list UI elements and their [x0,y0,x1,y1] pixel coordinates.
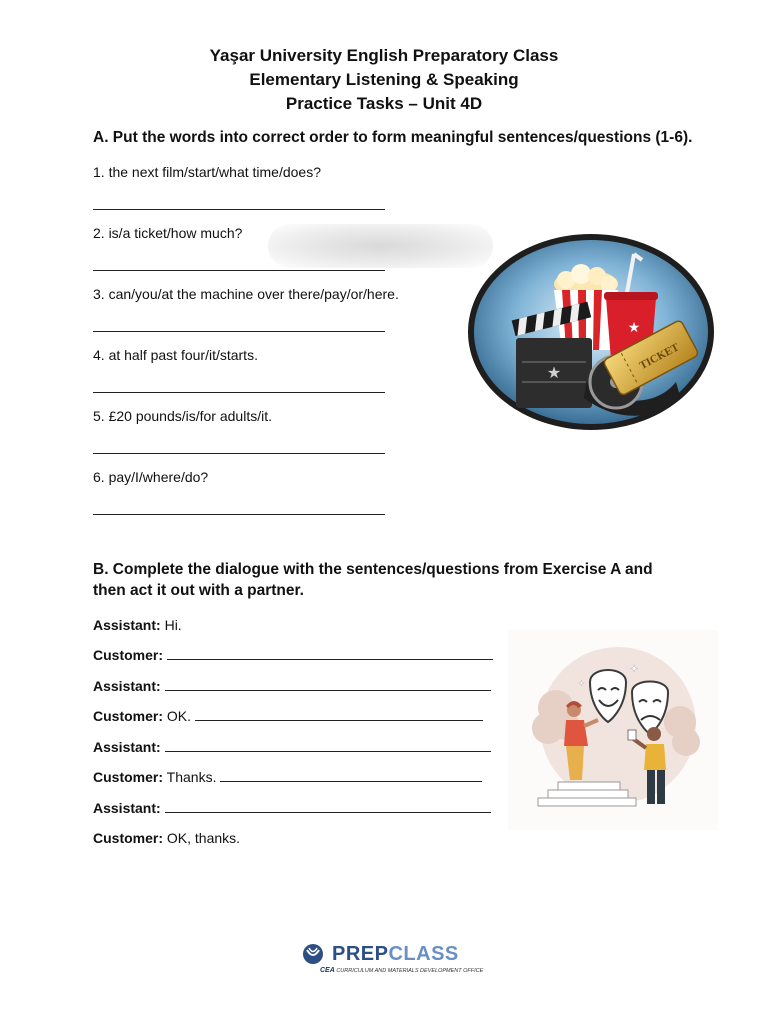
speaker-label: Customer: [93,769,164,785]
speaker-label: Assistant: [93,800,161,816]
logo-subtitle [320,967,483,974]
section-b-heading-line-2: then act it out with a partner. [93,582,304,599]
dialogue-text: Thanks. [163,769,217,785]
speaker-label: Assistant: [93,678,161,694]
prepclass-logo [298,943,484,979]
ticket-text: TICKET [637,341,682,373]
section-b-heading-line-1: B. Complete the dialogue with the sentences/questions from Exercise A and [93,561,653,578]
answer-line-1[interactable] [93,209,385,210]
speaker-label: Customer: [93,647,164,663]
dialogue-blank[interactable] [195,708,483,721]
logo-sub-text: CURRICULUM AND MATERIALS DEVELOPMENT OFFICE [336,968,484,974]
question-2: 2. is/a ticket/how much? [93,225,243,241]
question-1: 1. the next film/start/what time/does? [93,164,321,180]
dialogue-line-6 [93,769,482,785]
question-5: 5. £20 pounds/is/for adults/it. [93,408,272,424]
answer-line-6[interactable] [93,514,385,515]
question-3: 3. can/you/at the machine over there/pay/or/here. [93,286,399,302]
answer-line-4[interactable] [93,392,385,393]
dialogue-text: OK, thanks. [163,830,241,846]
dialogue-line-2 [93,647,493,663]
dialogue-line-7 [93,800,491,816]
dialogue-text: Hi. [160,617,182,633]
question-6: 6. pay/I/where/do? [93,469,209,485]
title-line-2: Elementary Listening & Speaking [249,70,519,89]
sparkle-icon: ✦ [630,664,639,675]
section-b-heading [93,559,693,601]
logo-cea: CEA [320,967,335,974]
dialogue-line-3 [93,678,491,694]
dialogue-blank[interactable] [165,739,491,752]
sparkle-icon: ✦ [578,679,585,688]
svg-text:★: ★ [546,365,562,382]
dialogue-text: OK. [163,708,192,724]
logo-wordmark [332,943,459,966]
blurred-area [268,224,493,268]
logo-emblem-icon [300,943,326,967]
dialogue-line-4 [93,708,483,724]
dialogue-blank[interactable] [165,800,491,813]
answer-line-5[interactable] [93,453,385,454]
dialogue-blank[interactable] [167,647,493,660]
speaker-label: Assistant: [93,617,161,633]
speaker-label: Customer: [93,830,164,846]
speaker-label: Customer: [93,708,164,724]
answer-line-3[interactable] [93,331,385,332]
clapperboard-icon [512,302,592,408]
section-a-heading: A. Put the words into correct order to form meaningful sentences/questions (1-6). [93,129,693,146]
dialogue-blank[interactable] [220,769,482,782]
dialogue-line-1 [93,617,182,633]
logo-class: CLASS [388,943,459,965]
title-line-3: Practice Tasks – Unit 4D [285,94,483,113]
dialogue-line-5 [93,739,491,755]
dialogue-line-8 [93,830,240,846]
logo-prep: PREP [332,943,389,965]
dialogue-blank[interactable] [165,678,491,691]
answer-line-2[interactable] [93,270,385,271]
theatre-illustration [508,630,718,830]
question-4: 4. at half past four/it/starts. [93,347,258,363]
title-line-1: Yaşar University English Preparatory Class [209,46,559,65]
svg-text:★: ★ [627,319,641,335]
cinema-illustration [466,232,716,432]
speaker-label: Assistant: [93,739,161,755]
